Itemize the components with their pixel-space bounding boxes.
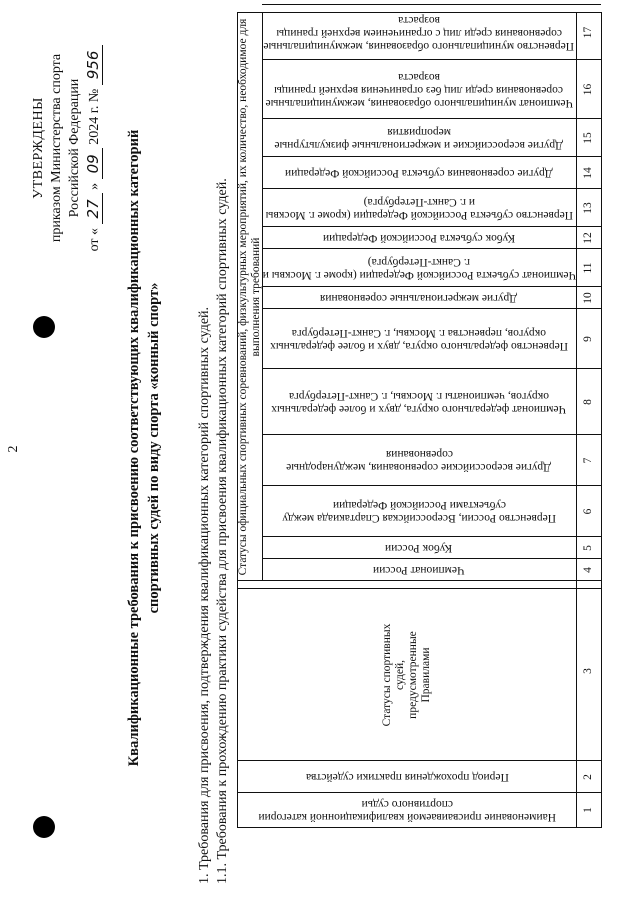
column-header-10: Другие межрегиональные соревнования [320, 292, 518, 305]
number-prefix: № [87, 88, 102, 103]
date-prefix: от « [87, 227, 102, 252]
column-header-4: Чемпионат России [373, 564, 465, 577]
column-number-2: 2 [582, 774, 594, 780]
column-header-5: Кубок России [385, 542, 453, 555]
column-number-14: 14 [582, 167, 594, 179]
column-number-7: 7 [582, 457, 594, 464]
column-header-15: Другие всероссийские и межрегиональные физкультурные мероприятия [274, 126, 564, 151]
column-number-6: 6 [582, 508, 594, 515]
column-number-18 [576, 0, 601, 5]
column-header-13: Первенство субъекта Российской Федерации (кроме г. Москвы и г. Санкт-Петербурга) [265, 196, 573, 221]
column-number-8: 8 [582, 399, 594, 405]
column-header-9: Первенство федерального округа, двух и более федеральных округов, первенства г. Москвы, г. Санкт-Петербурга [270, 327, 568, 352]
approval-order-line: приказом Министерства спорта [49, 53, 64, 243]
approval-title: УТВЕРЖДЕНЫ [31, 97, 46, 199]
requirements-table [237, 12, 602, 828]
column-number-16: 16 [582, 83, 594, 96]
column-header-11: Чемпионат субъекта Российской Федерации (кроме г. Москвы и г. Санкт-Петербурга) [262, 256, 576, 281]
approval-ministry-line: Российской Федерации [67, 78, 82, 218]
column-number-10: 10 [582, 292, 594, 304]
column-number-17: 17 [582, 26, 594, 39]
header-top: Статусы официальных спортивных соревнований, физкультурных мероприятий, их количество, необходимое для выполнения требований [237, 18, 262, 576]
approval-date-line [84, 8, 104, 288]
column-number-3: 3 [582, 668, 594, 674]
page-number: 2 [6, 445, 21, 453]
order-number: 956 [84, 45, 103, 86]
column-number-12: 12 [582, 232, 594, 244]
column-number-9: 9 [582, 336, 594, 342]
header-practice-period: Период прохождения практики судейства [305, 771, 509, 784]
column-number-13: 13 [582, 202, 594, 214]
approval-block [30, 8, 104, 288]
date-month: 09 [84, 148, 103, 179]
column-number-4: 4 [582, 567, 594, 573]
column-header-7: Другие всероссийские соревнования, международные соревнования [286, 448, 552, 474]
column-number-1: 1 [582, 807, 594, 813]
column-header-17: Первенство муниципального образования, межмуниципальные соревнования среди лиц с ограничением верхней границы возраста [263, 14, 575, 52]
document-title [124, 78, 164, 818]
column-header-8: Чемпионат федерального округа, двух и более федеральных округов, чемпионаты г. Москвы, г. Санкт-Петербурга [271, 390, 567, 415]
header-statuses: Статусы спортивных судей, предусмотренные Правилами [381, 623, 432, 727]
column-header-18 [262, 0, 576, 5]
column-number-5: 5 [582, 545, 594, 551]
column-number-15: 15 [582, 132, 594, 144]
column-header-16: Чемпионат муниципального образования, межмуниципальные соревнования среди лиц без ограничения верхней границы возраста [265, 71, 573, 109]
section-1: 1. Требования для присвоения, подтверждения квалификационных категорий спортивных судей. [197, 306, 212, 884]
column-header-6: Первенство России, Всероссийская Спартакиада между субъектами Российской Федерации [282, 499, 556, 525]
section-1-1: 1.1. Требования к прохождению практики судейства для присвоения квалификационных категорий спортивных судей. [215, 178, 230, 884]
column-header-12: Кубок субъекта Российской Федерации [322, 232, 516, 245]
date-day: 27 [84, 193, 103, 224]
date-mid: » [87, 182, 102, 190]
column-number-11: 11 [582, 262, 594, 274]
column-header-14: Другие соревнования субъекта Российской Федерации [285, 167, 553, 180]
date-year: 2024 г. [87, 105, 102, 145]
title-line-2: спортивных судей по виду спорта «конный спорт» [146, 282, 162, 614]
title-line-1: Квалификационные требования к присвоению соответствующих квалификационных категорий [126, 129, 142, 767]
header-category-name: Наименование присваиваемой квалификационной категории спортивного судьи [258, 798, 556, 823]
